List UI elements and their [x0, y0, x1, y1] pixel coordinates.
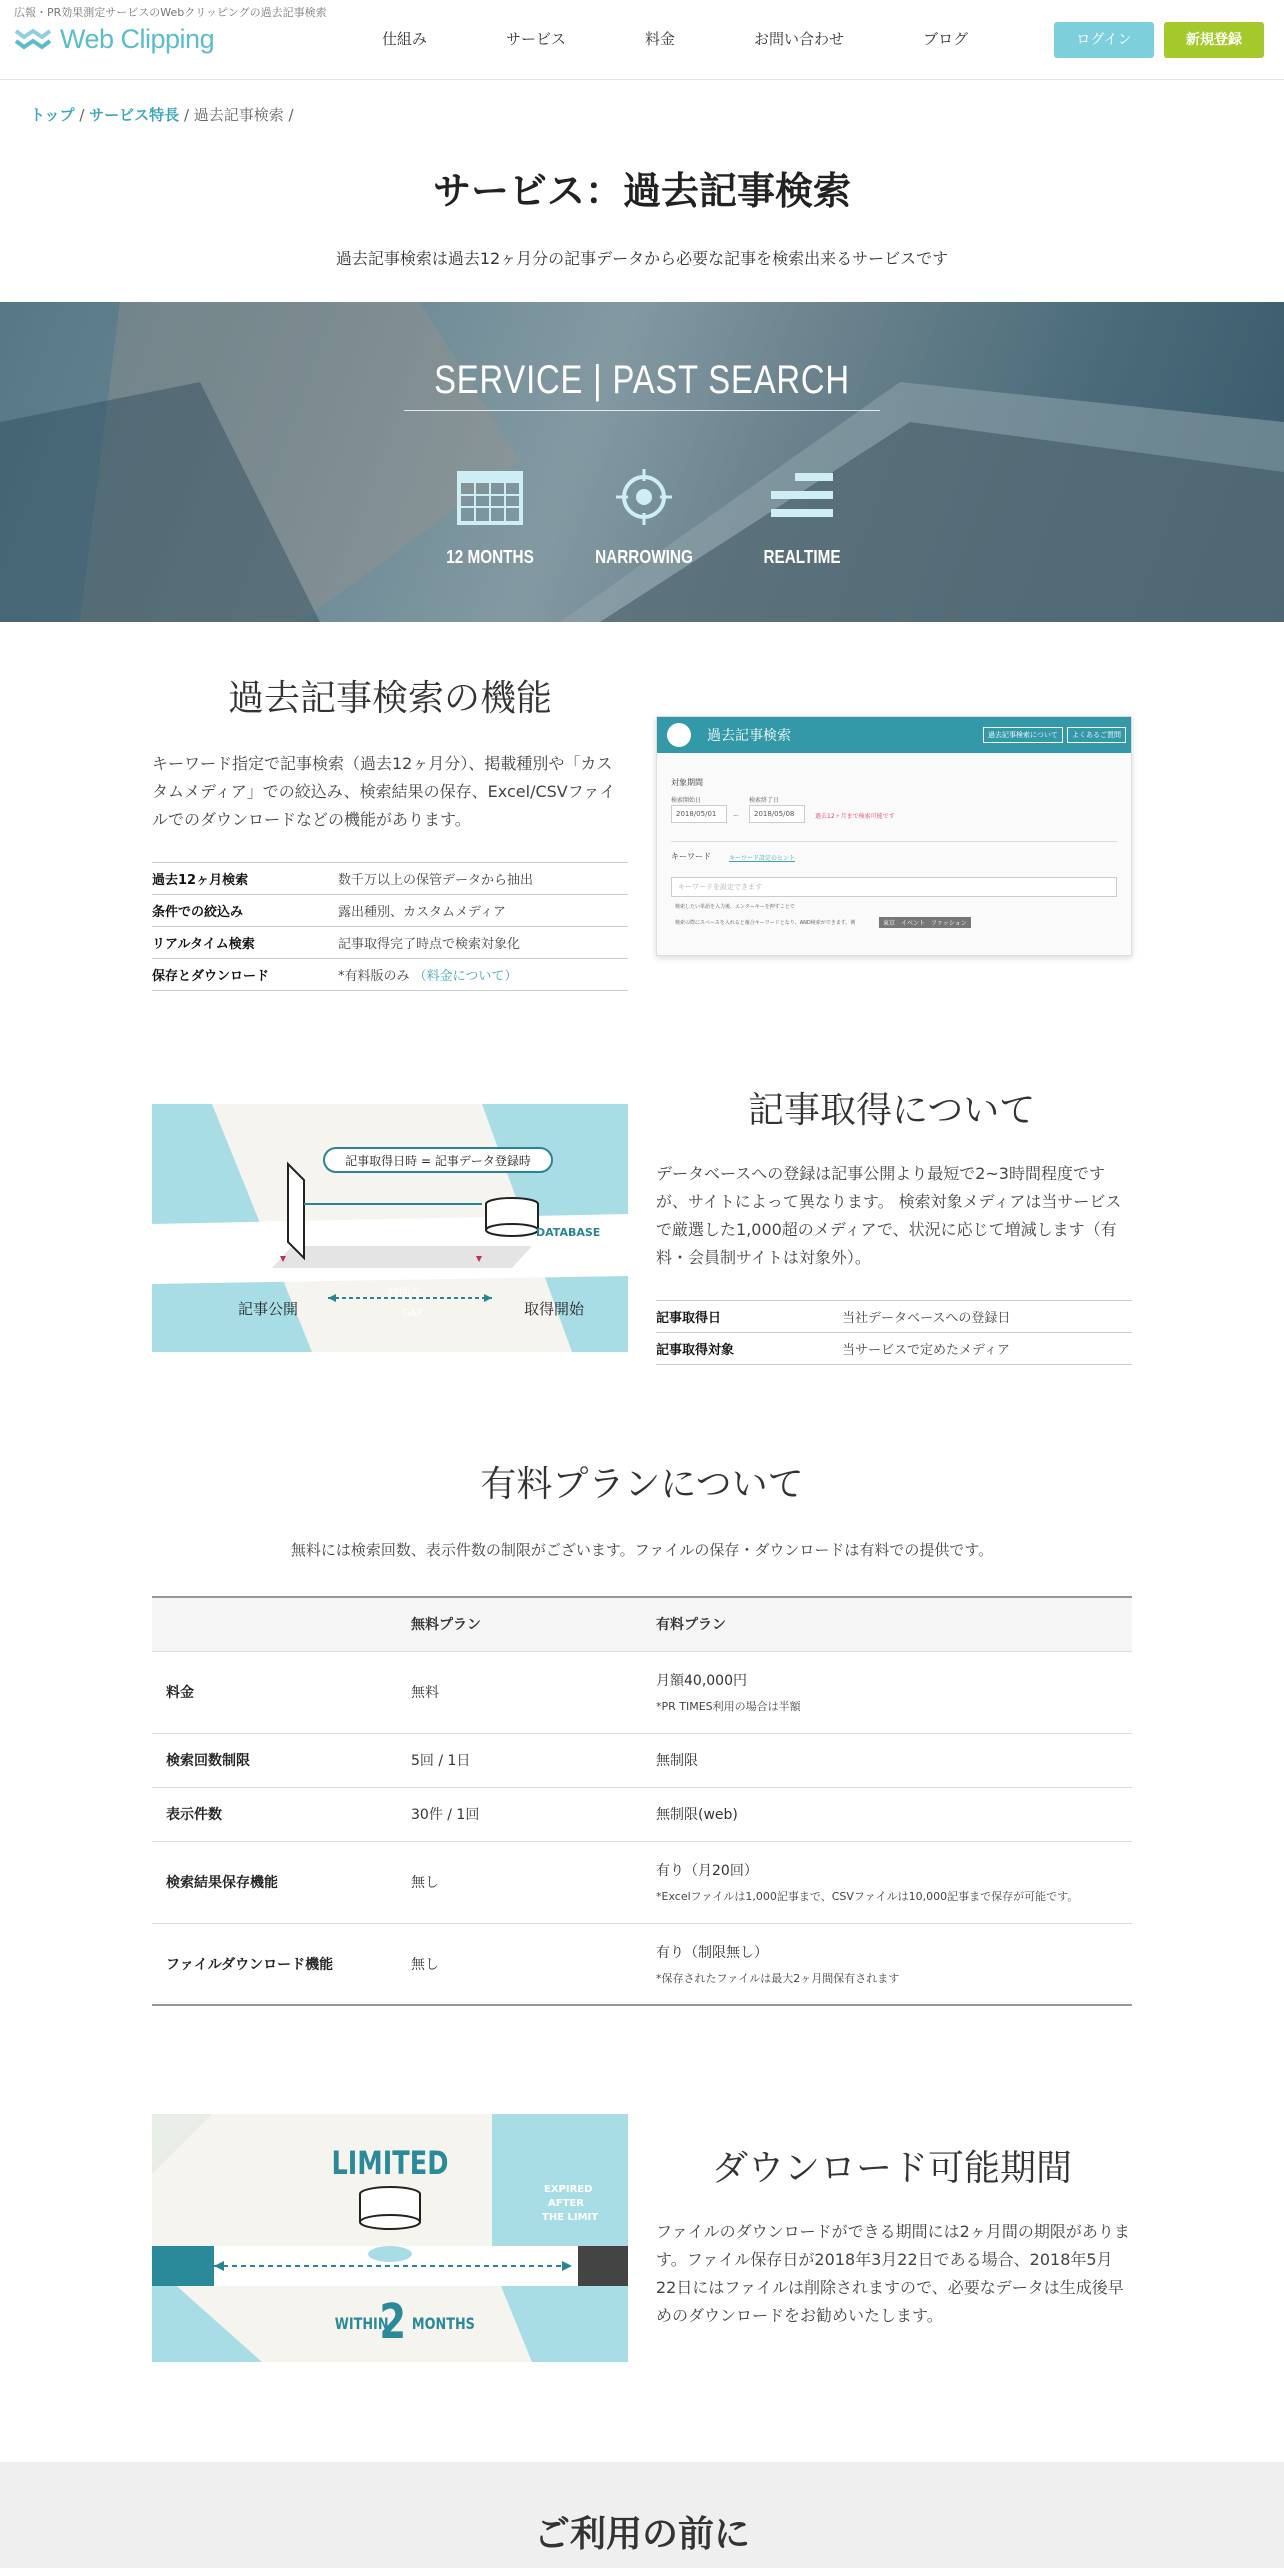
diagram-gap-jp: 時間差 — [388, 1286, 421, 1299]
plans-table — [152, 1596, 1132, 2006]
download-text: ファイルのダウンロードができる期間には2ヶ月間の期限があります。ファイル保存日が2018年3月22日である場合、2018年5月22日にはファイルは削除されますので、必要なデータは生成後早めのダウンロードをお勧めいたします。 — [656, 2222, 1130, 2325]
hero-label-realtime: REALTIME — [763, 547, 841, 567]
table-row — [152, 895, 628, 927]
plan-note: *Excelファイルは1,000記事まで、CSVファイルは10,000記事まで保存が可能です。 — [656, 1890, 1079, 1903]
nav-item-service[interactable]: サービス — [506, 30, 567, 48]
features-text: キーワード指定で記事検索（過去12ヶ月分）、掲載種別や「カスタムメディア」での絞込み、検索結果の保存、Excel/CSVファイルでのダウンロードなどの機能があります。 — [152, 754, 616, 829]
hero-title: SERVICE | PAST SEARCH — [434, 358, 850, 402]
diagram-acquire-start: 取得開始 — [524, 1300, 585, 1318]
logo-text: Web Clipping — [60, 24, 215, 54]
page-title: サービス：過去記事検索 — [432, 169, 851, 213]
mock-keyword-hint: キーワード設定のヒント — [729, 855, 796, 862]
mock-keyword-label: キーワード — [671, 852, 711, 861]
plan-note: *保存されたファイルは最大2ヶ月間保有されます — [656, 1971, 900, 1985]
diagram-caption: 記事取得日時 = 記事データ登録時 — [345, 1154, 531, 1168]
hero-overlay — [0, 302, 1284, 622]
mock-end-label: 検索終了日 — [749, 797, 780, 804]
nav-item-mechanism[interactable]: 仕組み — [382, 30, 428, 48]
table-header-row — [152, 1597, 1132, 1651]
download-diagram — [152, 2114, 628, 2362]
acquisition-diagram — [152, 1104, 628, 1352]
page-lead: 過去記事検索は過去12ヶ月分の記事データから必要な記事を検索出来るサービスです — [335, 249, 949, 268]
diagram-within: WITHIN — [334, 2314, 389, 2333]
plan-paid: 有り（制限無し） — [656, 1944, 768, 1961]
hero-divider — [404, 410, 880, 411]
hero-feature-12-months — [420, 467, 560, 568]
mock-divider — [671, 841, 1117, 842]
features-heading: 過去記事検索の機能 — [228, 678, 553, 719]
before-use-section — [0, 2462, 1284, 2568]
site-logo[interactable] — [14, 24, 214, 55]
hero-label-narrowing: NARROWING — [595, 547, 693, 567]
plan-free: 無し — [397, 1923, 642, 2005]
hero-feature-narrowing — [574, 467, 714, 568]
before-use-heading: ご利用の前に — [533, 2514, 750, 2555]
table-row — [152, 863, 628, 895]
nav-item-pricing[interactable]: 料金 — [645, 30, 676, 48]
pricing-link[interactable]: （料金について） — [413, 969, 518, 984]
diagram-limited: LIMITED — [331, 2144, 449, 2182]
diagram-database: DATABASE — [536, 1226, 601, 1239]
features-table — [152, 862, 628, 991]
feature-value: 数千万以上の保管データから抽出 — [338, 863, 628, 895]
logo-icon — [14, 25, 52, 55]
acquisition-key: 記事取得対象 — [656, 1333, 842, 1365]
acquisition-table — [656, 1300, 1132, 1365]
register-button[interactable]: 新規登録 — [1164, 22, 1264, 58]
table-row — [152, 1841, 1132, 1923]
hero-feature-realtime — [732, 467, 872, 568]
nav-item-contact[interactable]: お問い合わせ — [754, 30, 845, 48]
ad-text: 広報・PR効果測定サービスのWebクリッピングの過去記事検索 — [14, 6, 327, 19]
plan-free: 30件 / 1回 — [397, 1787, 642, 1841]
download-heading: ダウンロード可能期間 — [712, 2148, 1073, 2189]
plans-lead: 無料には検索回数、表示件数の制限がございます。ファイルの保存・ダウンロードは有料での提供です。 — [290, 1541, 994, 1559]
mock-example-tag: 東京 イベント ファッション — [879, 917, 971, 928]
plan-free: 無し — [397, 1841, 642, 1923]
table-row — [152, 1733, 1132, 1787]
feature-key: 保存とダウンロード — [152, 959, 338, 991]
plan-paid: 無制限 — [642, 1733, 1132, 1787]
hero-banner — [0, 302, 1284, 622]
table-row — [152, 927, 628, 959]
diagram-number: 2 — [379, 2294, 407, 2350]
table-header-free: 無料プラン — [397, 1597, 642, 1651]
acquisition-key: 記事取得日 — [656, 1301, 842, 1333]
site-header — [0, 0, 1284, 80]
mock-range-note: 過去12ヶ月まで検索可能です — [815, 813, 895, 820]
nav-item-blog[interactable]: ブログ — [923, 30, 969, 48]
mock-end-select: 2018/05/08 — [749, 805, 805, 823]
diagram-expired-3: THE LIMIT — [542, 2212, 599, 2223]
mock-range-sep: 〜 — [733, 813, 740, 820]
breadcrumb: トップ / サービス特長 / 過去記事検索 / — [30, 106, 294, 124]
plan-paid: 無制限(web) — [642, 1787, 1132, 1841]
search-ui-screenshot — [656, 716, 1132, 956]
diagram-publishing: PUBLISHING — [200, 1226, 276, 1239]
table-row — [656, 1333, 1132, 1365]
mock-start-label: 検索開始日 — [671, 797, 702, 804]
acquisition-value: 当サービスで定めたメディア — [842, 1333, 1132, 1365]
mock-start-select: 2018/05/01 — [671, 805, 727, 823]
plan-key: ファイルダウンロード機能 — [152, 1923, 397, 2005]
mock-keyword-input: キーワードを設定できます — [671, 877, 1117, 897]
diagram-expired-2: AFTER — [548, 2198, 584, 2209]
mock-period-label: 対象期間 — [671, 778, 703, 787]
plan-note: *PR TIMES利用の場合は半額 — [656, 1700, 801, 1713]
acquisition-text: データベースへの登録は記事公開より最短で2~3時間程度ですが、サイトによって異なります。 検索対象メディアは当サービスで厳選した1,000超のメディアで、状況に応じて増減します（有料・会員制サイトは対象外）。 — [656, 1164, 1122, 1267]
feature-key: リアルタイム検索 — [152, 927, 338, 959]
feature-key: 過去12ヶ月検索 — [152, 863, 338, 895]
main-nav — [370, 28, 1035, 49]
plan-key: 料金 — [152, 1651, 397, 1733]
plan-paid: 月額40,000円 — [656, 1673, 747, 1689]
table-row — [656, 1301, 1132, 1333]
breadcrumb-features-link[interactable]: サービス特長 — [89, 106, 180, 124]
mock-title: 過去記事検索 — [707, 728, 791, 744]
feature-value: 露出種別、カスタムメディア — [338, 895, 628, 927]
login-button[interactable]: ログイン — [1054, 22, 1154, 58]
plan-key: 検索結果保存機能 — [152, 1841, 397, 1923]
hero-label-12-months: 12 MONTHS — [446, 547, 534, 567]
table-row — [152, 1651, 1132, 1733]
plan-paid: 有り（月20回） — [656, 1863, 758, 1879]
table-row — [152, 959, 628, 991]
mock-faq-button: よくあるご質問 — [1067, 727, 1126, 743]
diagram-gap-en: GAP — [402, 1308, 423, 1319]
mock-logo-icon — [667, 723, 691, 747]
feature-value: 記事取得完了時点で検索対象化 — [338, 927, 628, 959]
calendar-icon — [453, 467, 527, 527]
plan-free: 無料 — [397, 1651, 642, 1733]
mock-note-1: 検索したい単語を入力後、エンターキーを押すことで — [675, 904, 795, 910]
plans-heading: 有料プランについて — [480, 1464, 804, 1505]
feature-value: *有料版のみ — [338, 969, 410, 984]
diagram-article-publish: 記事公開 — [238, 1300, 299, 1318]
feature-key: 条件での絞込み — [152, 895, 338, 927]
crosshair-icon — [607, 467, 681, 527]
acquisition-heading: 記事取得について — [748, 1090, 1036, 1131]
table-row — [152, 1787, 1132, 1841]
table-row — [152, 1923, 1132, 2005]
plan-key: 検索回数制限 — [152, 1733, 397, 1787]
acquisition-value: 当社データベースへの登録日 — [842, 1301, 1132, 1333]
mock-note-2: 検索の際にスペースを入れると複合キーワードとなり、AND検索ができます。例 — [675, 920, 856, 926]
breadcrumb-current: 過去記事検索 — [193, 106, 284, 124]
mock-about-button: 過去記事検索について — [983, 727, 1063, 743]
diagram-expired-1: EXPIRED — [544, 2184, 593, 2195]
diagram-months: MONTHS — [411, 2314, 475, 2333]
realtime-icon — [765, 467, 839, 527]
table-header-paid: 有料プラン — [642, 1597, 1132, 1651]
plan-key: 表示件数 — [152, 1787, 397, 1841]
plan-free: 5回 / 1日 — [397, 1733, 642, 1787]
breadcrumb-top-link[interactable]: トップ — [30, 106, 75, 124]
table-header-empty — [152, 1597, 397, 1651]
mock-header — [657, 717, 1131, 753]
